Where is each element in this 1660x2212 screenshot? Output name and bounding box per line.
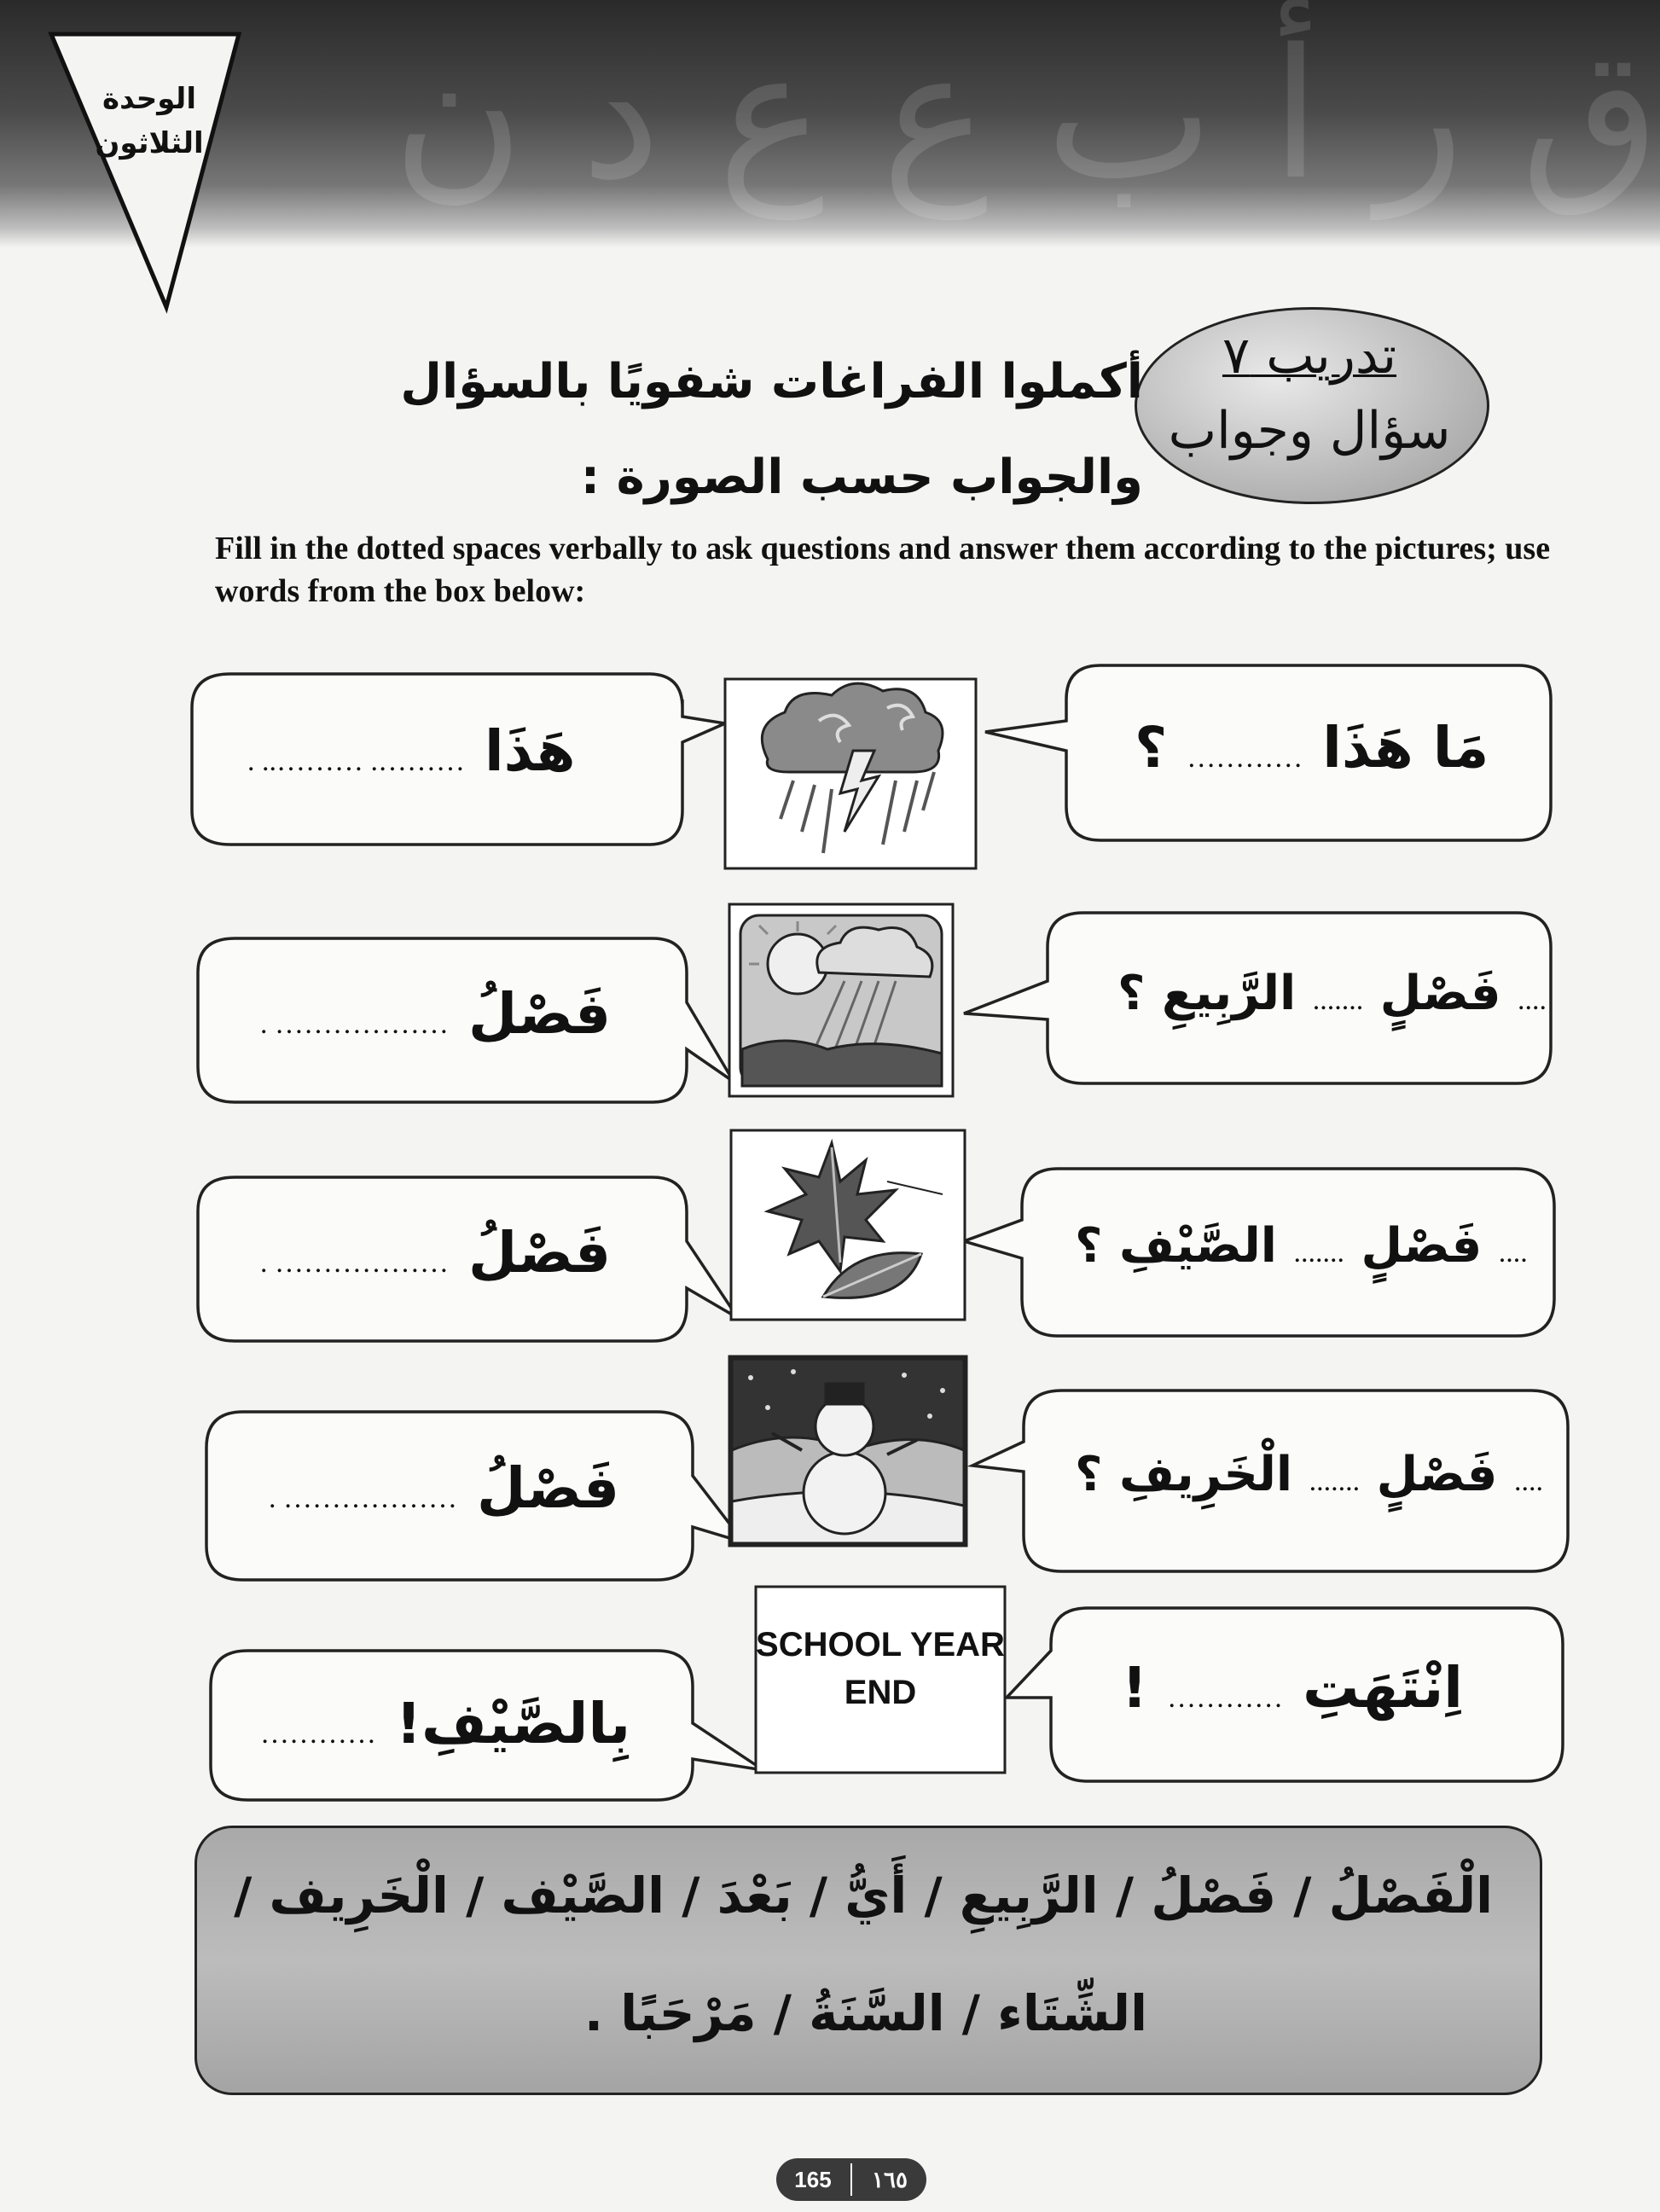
question-2-main: فَصْلٍ bbox=[1379, 966, 1501, 1021]
question-3-main: فَصْلٍ bbox=[1361, 1218, 1483, 1274]
question-5-end: ! bbox=[1122, 1655, 1148, 1721]
instruction-english: Fill in the dotted spaces verbally to ask questions and answer them according to the pictures; use words from the box below: bbox=[215, 531, 1551, 609]
word-box-line2: الشِّتَاء / السَّنَةُ / مَرْحَبًا . bbox=[584, 1984, 1147, 2042]
exercise-subtitle: سؤال وجواب bbox=[1168, 401, 1451, 461]
unit-label-line2: الثلاثون bbox=[95, 126, 204, 160]
answer-3-text bbox=[260, 1220, 611, 1286]
question-5-main: اِنْتَهَتِ bbox=[1303, 1655, 1463, 1721]
answer-5-main: بِالصَّيْفِ! bbox=[395, 1691, 631, 1756]
question-4-text bbox=[1075, 1447, 1543, 1502]
page-number-latin: 165 bbox=[794, 2167, 832, 2192]
question-4-prefix: .... bbox=[1513, 1466, 1543, 1497]
question-3-word: الصَّيْفِ ؟ bbox=[1075, 1218, 1277, 1274]
answer-4-dots: ……………… . bbox=[269, 1483, 457, 1514]
exercise-title: تدريب ٧ bbox=[1222, 326, 1397, 386]
question-2-word: الرَّبِيعِ ؟ bbox=[1117, 966, 1297, 1021]
answer-4-main: فَصْلُ bbox=[476, 1455, 620, 1521]
question-2-prefix: .... bbox=[1518, 984, 1547, 1016]
sign-line2: END bbox=[844, 1674, 917, 1711]
question-1-main: مَا هَذَا bbox=[1322, 715, 1489, 781]
question-2-dots: ....... bbox=[1312, 984, 1364, 1016]
decorative-letters: ق ر أ ب ع ع د ن bbox=[392, 10, 1660, 219]
question-5-dots: ………… bbox=[1167, 1682, 1284, 1714]
answer-4-text bbox=[269, 1455, 619, 1521]
snowman-icon bbox=[732, 1359, 964, 1543]
word-box-line1: الْفَصْلُ / فَصْلُ / الرَّبِيعِ / أَيُّ / بَعْدَ / الصَّيْف / الْخَرِيف / bbox=[234, 1867, 1493, 1925]
question-1-end: ؟ bbox=[1135, 715, 1168, 781]
question-4-word: الْخَرِيفِ ؟ bbox=[1075, 1447, 1293, 1502]
answer-2-text bbox=[260, 981, 611, 1047]
page-number-divider bbox=[850, 2163, 852, 2196]
answer-3-main: فَصْلُ bbox=[467, 1220, 612, 1286]
answer-1-text bbox=[247, 718, 576, 784]
question-3-prefix: .... bbox=[1498, 1237, 1528, 1269]
sun-rain-cloud-icon bbox=[740, 915, 942, 1086]
answer-1-dots: ………. ……….. . bbox=[247, 746, 465, 777]
page-number-arabic: ١٦٥ bbox=[872, 2167, 908, 2192]
answer-5-dots: ………… bbox=[260, 1718, 376, 1750]
school-year-end-sign bbox=[756, 1621, 1005, 1716]
answer-2-dots: ……………… . bbox=[260, 1008, 449, 1040]
question-5-text bbox=[1122, 1655, 1463, 1721]
question-3-dots: ....... bbox=[1293, 1237, 1344, 1269]
question-4-dots: ....... bbox=[1309, 1466, 1361, 1497]
answer-3-dots: ……………… . bbox=[260, 1247, 449, 1279]
answer-2-main: فَصْلُ bbox=[467, 981, 612, 1047]
sign-line1: SCHOOL YEAR bbox=[756, 1626, 1005, 1663]
unit-label-line1: الوحدة bbox=[102, 82, 196, 116]
answer-1-main: هَذَا bbox=[484, 718, 576, 784]
instruction-arabic: أكملوا الفراغات شفويًا بالسؤال والجواب حسب الصورة : bbox=[400, 354, 1143, 505]
question-1-text bbox=[1135, 715, 1489, 781]
page-number-badge bbox=[776, 2158, 926, 2201]
question-4-main: فَصْلٍ bbox=[1376, 1447, 1498, 1502]
answer-5-text bbox=[260, 1691, 630, 1756]
question-2-text bbox=[1117, 966, 1547, 1021]
question-1-dots: ………… bbox=[1187, 742, 1303, 774]
question-3-text bbox=[1075, 1218, 1528, 1274]
